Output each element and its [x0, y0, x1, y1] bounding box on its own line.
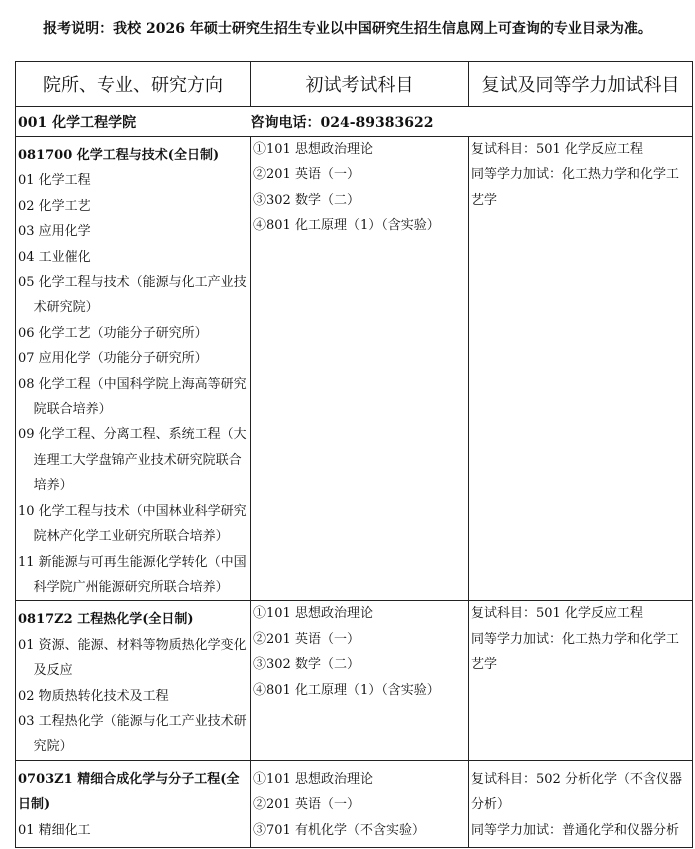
exam-item: ③701 有机化学（不含实验）	[253, 822, 425, 838]
program-catalog-table	[15, 61, 693, 848]
header-program: 院所、专业、研究方向	[16, 62, 251, 107]
major-title: 0703Z1 精细合成化学与分子工程(全日制)	[18, 771, 240, 813]
program-cell	[16, 760, 251, 847]
exam-cell	[251, 137, 469, 601]
retest-item: 复试科目：501 化学反应工程	[471, 142, 643, 157]
direction-item: 08 化学工程（中国科学院上海高等研究院联合培养）	[18, 376, 247, 418]
college-phone: 咨询电话：024-89383622	[251, 107, 693, 137]
direction-item: 11 新能源与可再生能源化学转化（中国科学院广州能源研究所联合培养）	[18, 554, 247, 595]
exam-item: ④801 化工原理（1）（含实验）	[253, 682, 440, 698]
exam-item: ③302 数学（二）	[253, 657, 360, 673]
exam-item: ②201 英语（一）	[253, 167, 360, 183]
table-row	[16, 760, 693, 847]
exam-item: ④801 化工原理（1）（含实验）	[253, 218, 440, 234]
header-initial-exam: 初试考试科目	[251, 62, 469, 107]
retest-item: 复试科目：502 分析化学（不含仪器分析）	[471, 771, 682, 813]
direction-item: 01 化学工程	[18, 173, 91, 189]
direction-item: 06 化学工艺（功能分子研究所）	[18, 325, 208, 341]
program-cell	[16, 601, 251, 760]
direction-item: 09 化学工程、分离工程、系统工程（大连理工大学盘锦产业技术研究院联合培养）	[18, 427, 247, 494]
college-row	[16, 107, 693, 137]
college-name: 001 化学工程学院	[16, 107, 251, 137]
direction-item: 02 物质热转化技术及工程	[18, 688, 169, 704]
direction-item: 01 资源、能源、材料等物质热化学变化及反应	[18, 637, 247, 679]
retest-cell	[469, 760, 693, 847]
retest-cell	[469, 137, 693, 601]
direction-item: 03 工程热化学（能源与化工产业技术研究院）	[18, 713, 247, 755]
exam-item: ③302 数学（二）	[253, 192, 360, 208]
direction-item: 04 工业催化	[18, 249, 91, 265]
direction-item: 10 化学工程与技术（中国林业科学研究院林产化学工业研究所联合培养）	[18, 503, 247, 545]
table-row	[16, 601, 693, 760]
retest-item: 同等学力加试：化工热力学和化学工艺学	[471, 631, 680, 673]
direction-item: 07 应用化学（功能分子研究所）	[18, 351, 208, 367]
exam-cell	[251, 760, 469, 847]
retest-item: 同等学力加试：普通化学和仪器分析	[471, 822, 680, 838]
direction-item: 05 化学工程与技术（能源与化工产业技术研究院）	[18, 275, 247, 316]
direction-item: 03 应用化学	[18, 224, 91, 240]
exam-cell	[251, 601, 469, 760]
exam-item: ②201 英语（一）	[253, 797, 360, 813]
table-header-row	[16, 62, 693, 107]
exam-item: ①101 思想政治理论	[253, 771, 373, 787]
exam-item: ①101 思想政治理论	[253, 142, 373, 157]
retest-cell	[469, 601, 693, 760]
major-title: 081700 化学工程与技术(全日制)	[18, 148, 220, 163]
table-row	[16, 137, 693, 601]
program-cell	[16, 137, 251, 601]
direction-item: 01 精细化工	[18, 822, 91, 838]
application-note: 报考说明：我校 2026 年硕士研究生招生专业以中国研究生招生信息网上可查询的专业目录为准。	[43, 21, 652, 37]
retest-item: 复试科目：501 化学反应工程	[471, 606, 643, 622]
retest-item: 同等学力加试：化工热力学和化学工艺学	[471, 167, 680, 208]
direction-item: 02 化学工艺	[18, 198, 91, 214]
header-retest: 复试及同等学力加试科目	[469, 62, 693, 107]
exam-item: ②201 英语（一）	[253, 631, 360, 647]
major-title: 0817Z2 工程热化学(全日制)	[18, 612, 194, 628]
exam-item: ①101 思想政治理论	[253, 606, 373, 622]
